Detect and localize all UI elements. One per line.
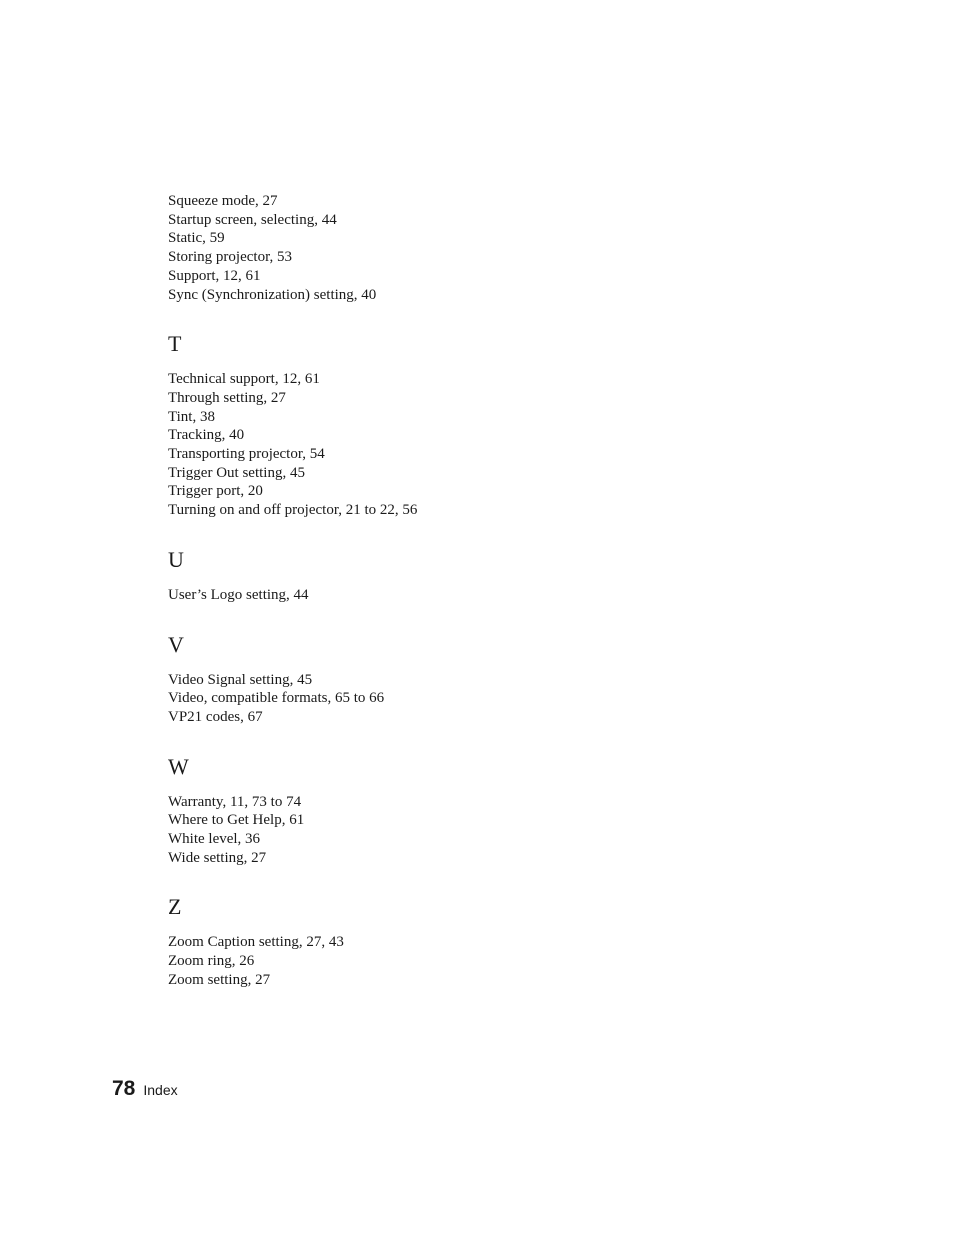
section-letter: W [168,753,189,779]
index-entry: Static, 59 [168,230,225,247]
page-number: 78 [112,1077,136,1100]
index-entry: Technical support, 12, 61 [168,371,320,388]
index-entry: Startup screen, selecting, 44 [168,211,337,228]
index-section-t [168,332,768,520]
index-entry: Transporting projector, 54 [168,446,325,463]
section-letter: Z [168,894,182,920]
index-section-w [168,755,768,868]
index-section-v [168,633,768,727]
running-footer-title: Index [143,1082,178,1098]
index-entry: Trigger Out setting, 45 [168,464,305,481]
index-section-s-continued [168,192,768,304]
index-section-u [168,548,768,605]
index-entry: White level, 36 [168,831,261,848]
index-entry: Storing projector, 53 [168,249,292,266]
index-content [168,192,768,990]
index-entry: Tint, 38 [168,408,215,425]
index-entry: Where to Get Help, 61 [168,812,305,829]
index-entry: Tracking, 40 [168,427,245,444]
section-letter: U [168,546,184,572]
index-entry: Trigger port, 20 [168,483,263,500]
index-entry: Squeeze mode, 27 [168,193,278,209]
index-entry: Turning on and off projector, 21 to 22, 56 [168,502,418,519]
index-entry: Zoom ring, 26 [168,953,255,970]
index-entry: Support, 12, 61 [168,267,261,284]
index-entry: Warranty, 11, 73 to 74 [168,793,302,810]
index-entry: Wide setting, 27 [168,849,267,866]
index-entry: Sync (Synchronization) setting, 40 [168,286,377,303]
index-entry: VP21 codes, 67 [168,708,263,725]
index-section-z [168,895,768,989]
index-entry: Through setting, 27 [168,389,286,406]
index-entry: Video Signal setting, 45 [168,671,313,688]
section-letter: V [168,631,184,657]
index-entry: Zoom setting, 27 [168,971,271,988]
index-entry: Zoom Caption setting, 27, 43 [168,934,344,951]
index-entry: User’s Logo setting, 44 [168,586,309,603]
section-letter: T [168,331,182,357]
page-footer [112,1076,178,1102]
index-entry: Video, compatible formats, 65 to 66 [168,690,385,707]
